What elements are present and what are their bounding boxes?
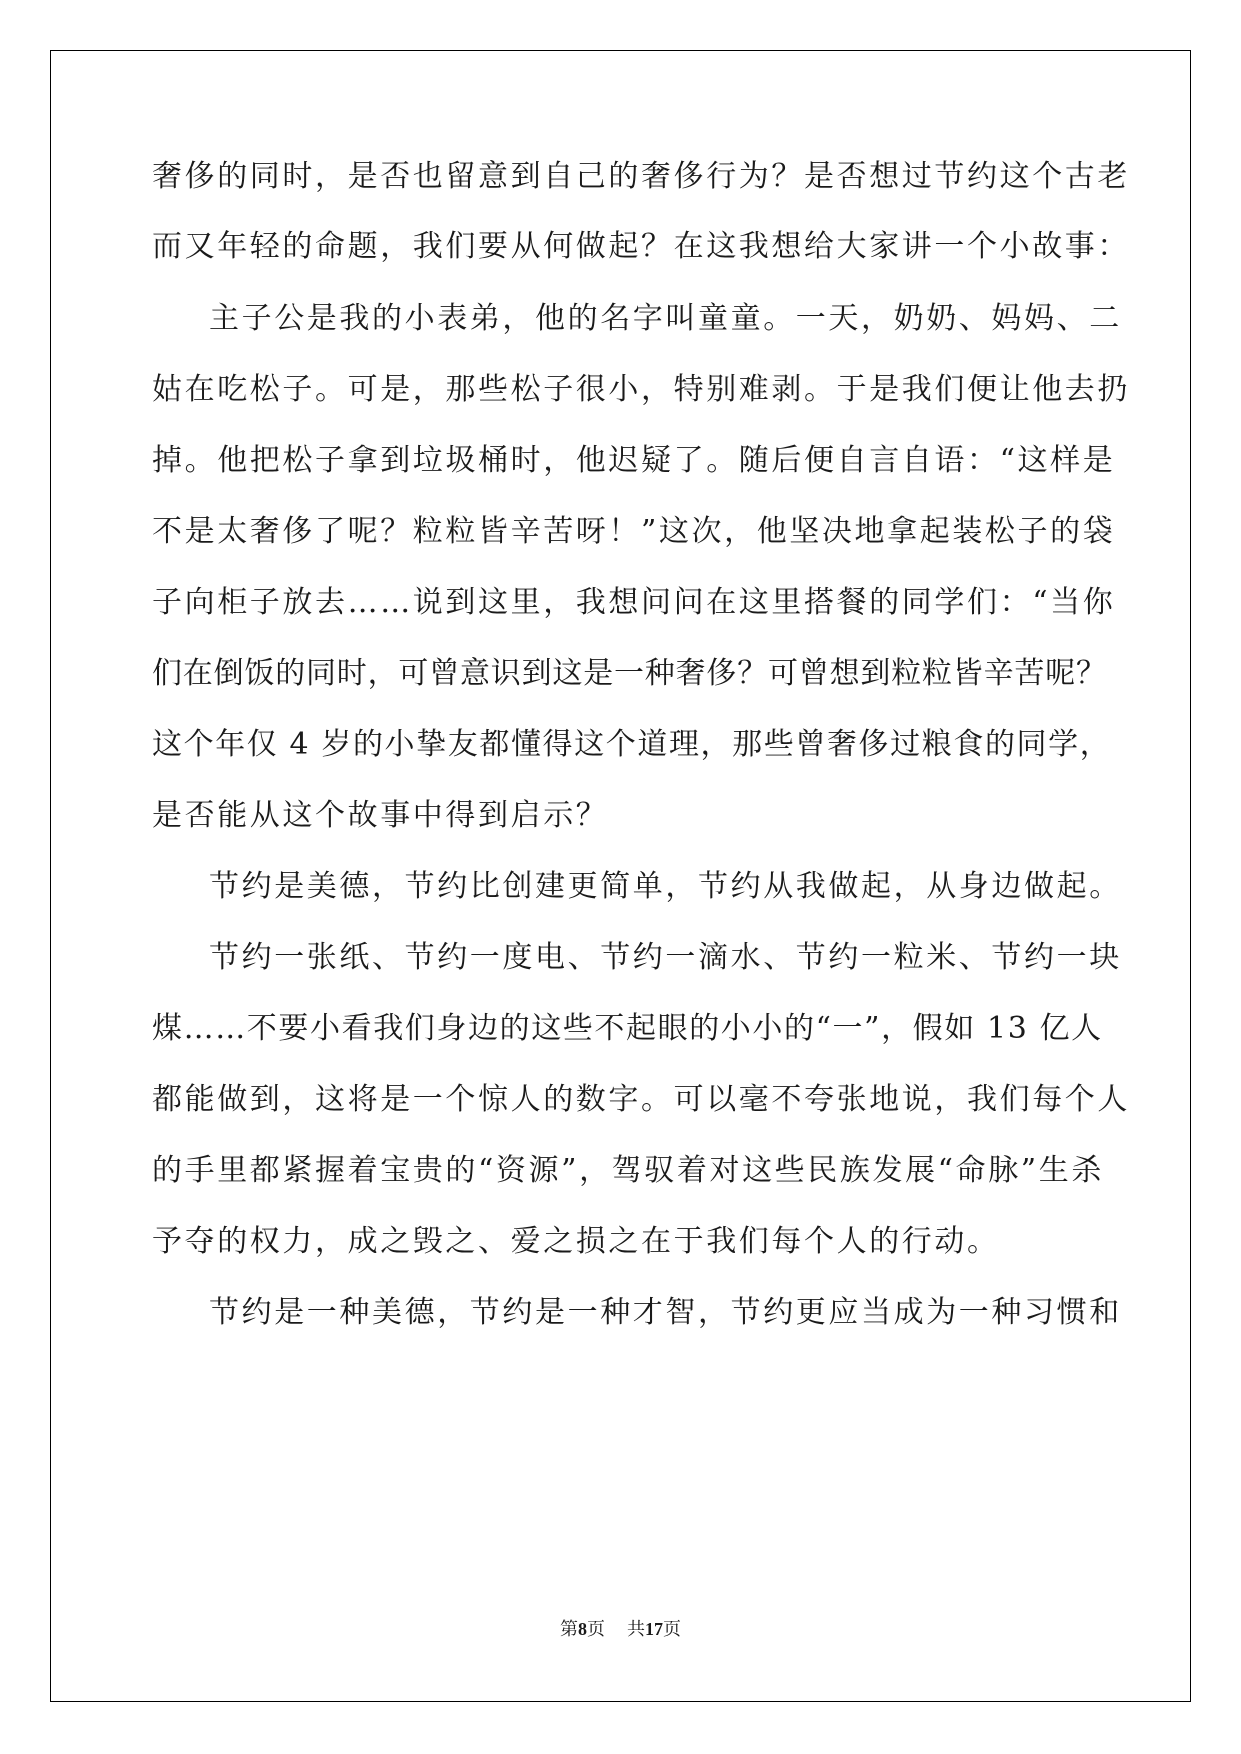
paragraph-start-line: 节约一张纸、节约一度电、节约一滴水、节约一粒米、节约一块 [209, 940, 1122, 975]
page-number: 8 [578, 1619, 587, 1639]
page-prefix: 第 [560, 1619, 578, 1640]
text-line: 予夺的权力，成之毁之、爱之损之在于我们每个人的行动。 [152, 1224, 1000, 1259]
total-pages: 17 [645, 1619, 663, 1639]
text-line: 姑在吃松子。可是，那些松子很小，特别难剥。于是我们便让他去扔 [152, 372, 1130, 407]
text-line: 不是太奢侈了呢？粒粒皆辛苦呀！”这次，他坚决地拿起装松子的袋 [152, 514, 1116, 549]
paragraph-start-line: 主子公是我的小表弟，他的名字叫童童。一天，奶奶、妈妈、二 [209, 301, 1122, 336]
text-line: 而又年轻的命题，我们要从何做起？在这我想给大家讲一个小故事： [152, 229, 1130, 264]
text-line: 掉。他把松子拿到垃圾桶时，他迟疑了。随后便自言自语：“这样是 [152, 443, 1116, 478]
text-line: 的手里都紧握着宝贵的“资源”，驾驭着对这些民族发展“命脉”生杀 [152, 1153, 1104, 1188]
text-line: 奢侈的同时，是否也留意到自己的奢侈行为？是否想过节约这个古老 [152, 159, 1130, 194]
text-line: 都能做到，这将是一个惊人的数字。可以毫不夸张地说，我们每个人 [152, 1082, 1130, 1117]
total-suffix: 页 [663, 1619, 681, 1640]
paragraph-start-line: 节约是一种美德，节约是一种才智，节约更应当成为一种习惯和 [209, 1295, 1122, 1330]
page-suffix: 页 [587, 1619, 605, 1640]
text-line: 们在倒饭的同时，可曾意识到这是一种奢侈？可曾想到粒粒皆辛苦呢？ [152, 656, 1107, 691]
text-line: 子向柜子放去……说到这里，我想问问在这里搭餐的同学们：“当你 [152, 585, 1116, 620]
paragraph-start-line: 节约是美德，节约比创建更简单，节约从我做起，从身边做起。 [209, 869, 1122, 904]
text-line: 是否能从这个故事中得到启示？ [152, 798, 609, 833]
page-footer [0, 1617, 1241, 1642]
text-line: 煤……不要小看我们身边的这些不起眼的小小的“一”，假如 13 亿人 [152, 1011, 1103, 1046]
text-line: 这个年仅 4 岁的小挚友都懂得这个道理，那些曾奢侈过粮食的同学， [152, 727, 1112, 762]
total-prefix: 共 [627, 1619, 645, 1640]
